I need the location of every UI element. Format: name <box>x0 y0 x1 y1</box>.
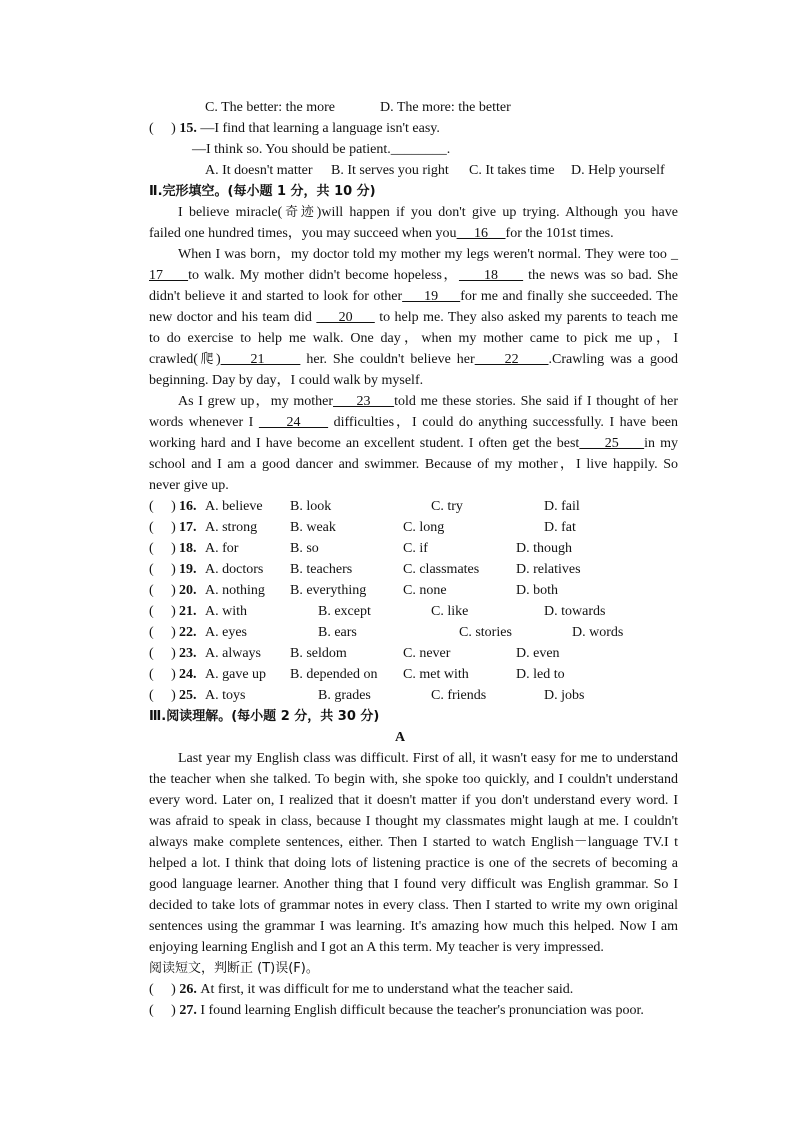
option-d: D. Help yourself <box>571 163 665 178</box>
question-number: 24. <box>179 667 197 682</box>
answer-paren: ( ) <box>149 520 176 535</box>
cloze-line <box>178 391 678 412</box>
option-b: B. so <box>290 541 319 556</box>
answer-paren: ( ) <box>149 499 176 514</box>
option-c: C. like <box>431 604 469 619</box>
cloze-text: I believe miracle( <box>178 205 283 220</box>
cloze-text: told me these stories. She said if I thought of her <box>394 394 678 409</box>
cloze-line <box>149 265 678 286</box>
option-c: C. friends <box>431 688 487 703</box>
option-a: A. always <box>205 646 261 661</box>
cloze-blank: 25 <box>579 436 645 451</box>
cloze-text: crawled( <box>149 352 198 367</box>
cloze-blank: 21 <box>220 352 301 367</box>
passage-line: decided to take lots of grammar notes in every class. Then I started to write my own original <box>149 898 678 913</box>
passage-line: every word. Later on, I realized that it doesn't matter if you don't understand every word. I <box>149 793 678 808</box>
question-number: 17. <box>179 520 197 535</box>
answer-paren: ( ) <box>149 646 176 661</box>
option-b: B. look <box>290 499 332 514</box>
question-text: I found learning English difficult because the teacher's pronunciation was poor. <box>200 1003 644 1018</box>
passage-line: was afraid to speak in class, because I thought my classmates might laugh at me. I couldn't <box>149 814 678 829</box>
passage-line: the teacher when she talked. To begin with, she spoke too quickly, and I couldn't understand <box>149 772 678 787</box>
cloze-question <box>0 517 800 538</box>
answer-paren: ( ) <box>149 667 176 682</box>
passage-line: sentences using the grammar I was learning. It's amazing how much this helped. Now I am <box>149 919 678 934</box>
question-number: 21. <box>179 604 197 619</box>
cloze-line <box>149 433 678 454</box>
option-c: C. none <box>403 583 447 598</box>
option-c: C. met with <box>403 667 469 682</box>
cloze-text: )will happen if you don't give up trying. Although you have <box>316 205 678 220</box>
option-a: A. with <box>205 604 247 619</box>
question-number: 25. <box>179 688 197 703</box>
answer-paren: ( ) <box>149 583 176 598</box>
cloze-question <box>0 538 800 559</box>
cloze-blank: 22 <box>474 352 549 367</box>
tf-question <box>149 1000 644 1021</box>
option-d: D. led to <box>516 667 565 682</box>
option-d: D. though <box>516 541 572 556</box>
cloze-question <box>0 496 800 517</box>
section-3-heading: Ⅲ.阅读理解。(每小题 2 分，共 30 分) <box>149 709 380 724</box>
chinese-gloss: 奇迹 <box>282 205 317 220</box>
reply-text: —I think so. You should be patient. <box>192 142 391 157</box>
passage-a-title: A <box>394 730 406 745</box>
passage-line: Last year my English class was difficult. First of all, it wasn't easy for me to understand <box>178 751 678 766</box>
cloze-question <box>0 685 800 706</box>
answer-paren: ( ) <box>149 541 176 556</box>
cloze-line <box>149 307 678 328</box>
tf-question <box>149 979 573 1000</box>
cloze-blank: 23 <box>333 394 395 409</box>
cloze-line <box>149 286 678 307</box>
option-d: D. even <box>516 646 560 661</box>
option-d: D. towards <box>544 604 606 619</box>
option-b: B. teachers <box>290 562 353 577</box>
answer-blank: ________ <box>390 142 447 157</box>
option-a: A. nothing <box>205 583 265 598</box>
option-b: B. depended on <box>290 667 378 682</box>
option-c: C. stories <box>459 625 512 640</box>
option-d: D. words <box>572 625 624 640</box>
cloze-line <box>149 475 229 496</box>
cloze-text: words whenever I <box>149 415 259 430</box>
option-a: A. doctors <box>205 562 264 577</box>
passage-line: good language learner. Another thing that I found very difficult was English grammar. So I <box>149 877 678 892</box>
option-d: D. relatives <box>516 562 581 577</box>
option-a: A. believe <box>205 499 263 514</box>
cloze-question <box>0 664 800 685</box>
question-number: 22. <box>179 625 197 640</box>
option-c: C. It takes time <box>469 163 555 178</box>
option-b: B. seldom <box>290 646 347 661</box>
cloze-line <box>178 202 678 223</box>
cloze-blank: 17 <box>149 268 189 283</box>
tf-instruction: 阅读短文，判断正 (T)误(F)。 <box>149 961 319 976</box>
question-15 <box>149 118 440 139</box>
cloze-text: for me and finally she succeeded. The <box>460 289 678 304</box>
q14-option-c: C. The better: the more <box>205 100 335 115</box>
cloze-text: new doctor and his team did <box>149 310 317 325</box>
passage-line: always make complete sentences, either. Then I started to watch English－language TV.I t <box>149 835 678 850</box>
cloze-text: failed one hundred times，you may succeed when you <box>149 226 457 241</box>
answer-paren: ( ) <box>149 604 176 619</box>
question-15-reply <box>192 139 450 160</box>
cloze-text: to do exercise to help me walk. One day，when my mother came to pick me up，I <box>149 331 678 346</box>
cloze-question <box>0 559 800 580</box>
option-b: B. weak <box>290 520 336 535</box>
option-b: B. grades <box>318 688 371 703</box>
option-a: A. gave up <box>205 667 267 682</box>
cloze-text: to walk. My mother didn't become hopeless， <box>188 268 459 283</box>
cloze-line <box>178 244 678 265</box>
reply-end: . <box>446 142 451 157</box>
question-number: 18. <box>179 541 197 556</box>
cloze-line <box>149 412 678 433</box>
question-number: 26. <box>179 982 201 997</box>
answer-paren: ( ) <box>149 1003 180 1018</box>
cloze-blank: 16 <box>456 226 506 241</box>
option-a: A. eyes <box>205 625 247 640</box>
option-b: B. except <box>318 604 371 619</box>
cloze-text: school and I am a good dancer and swimmer. Because of my mother，I live happily. So <box>149 457 678 472</box>
answer-paren: ( ) <box>149 562 176 577</box>
cloze-text: didn't believe it and started to look for other <box>149 289 403 304</box>
option-c: C. try <box>431 499 463 514</box>
option-c: C. long <box>403 520 445 535</box>
question-number: 16. <box>179 499 197 514</box>
option-a: A. for <box>205 541 239 556</box>
answer-paren: ( ) <box>149 625 176 640</box>
question-number: 19. <box>179 562 197 577</box>
option-d: D. fat <box>544 520 576 535</box>
cloze-question <box>0 580 800 601</box>
cloze-text: When I was born，my doctor told my mother my legs weren't normal. They were too _ <box>178 247 678 262</box>
cloze-text: .Crawling was a good <box>548 352 679 367</box>
cloze-text: her. She couldn't believe her <box>300 352 475 367</box>
option-a: A. It doesn't matter <box>205 163 313 178</box>
cloze-text: difficulties，I could do anything successfully. I have been <box>328 415 679 430</box>
cloze-question <box>0 601 800 622</box>
cloze-text: the news was so bad. She <box>523 268 679 283</box>
cloze-text: ) <box>215 352 221 367</box>
question-number: 15. <box>179 121 197 136</box>
cloze-blank: 24 <box>258 415 329 430</box>
option-c: C. if <box>403 541 428 556</box>
cloze-text: to help me. They also asked my parents to teach me <box>374 310 678 325</box>
option-b: B. everything <box>290 583 367 598</box>
option-c: C. never <box>403 646 451 661</box>
cloze-text: never give up. <box>149 478 229 493</box>
passage-line: helped a lot. I think that doing lots of listening practice is one of the secrets of becoming a <box>149 856 678 871</box>
cloze-text: working hard and I have become an excellent student. I often get the best <box>149 436 580 451</box>
cloze-text: for the 101st times. <box>505 226 614 241</box>
question-15-options <box>0 160 800 181</box>
cloze-line <box>149 328 678 349</box>
passage-line: enjoying learning English and I got an A this term. My teacher is very impressed. <box>149 940 604 955</box>
answer-paren: ( ) <box>149 982 180 997</box>
cloze-blank: 18 <box>458 268 524 283</box>
option-a: A. strong <box>205 520 258 535</box>
question-text: At first, it was difficult for me to understand what the teacher said. <box>200 982 574 997</box>
cloze-text: As I grew up，my mother <box>178 394 334 409</box>
option-d: D. jobs <box>544 688 585 703</box>
question-text: —I find that learning a language isn't easy. <box>200 121 440 136</box>
cloze-text: in my <box>644 436 679 451</box>
cloze-line <box>149 223 614 244</box>
q14-option-d: D. The more: the better <box>380 100 511 115</box>
question-number: 27. <box>179 1003 201 1018</box>
answer-paren: ( ) <box>149 121 176 136</box>
question-number: 23. <box>179 646 197 661</box>
answer-paren: ( ) <box>149 688 176 703</box>
question-number: 20. <box>179 583 197 598</box>
section-2-heading: Ⅱ.完形填空。(每小题 1 分，共 10 分) <box>149 184 376 199</box>
option-c: C. classmates <box>403 562 480 577</box>
option-d: D. both <box>516 583 558 598</box>
option-a: A. toys <box>205 688 246 703</box>
cloze-text: beginning. Day by day，I could walk by myself. <box>149 373 424 388</box>
option-d: D. fail <box>544 499 580 514</box>
option-b: B. ears <box>318 625 357 640</box>
cloze-question <box>0 643 800 664</box>
cloze-line <box>149 370 423 391</box>
cloze-blank: 19 <box>402 289 461 304</box>
cloze-line <box>149 349 678 370</box>
chinese-gloss: 爬 <box>197 352 216 367</box>
option-b: B. It serves you right <box>331 163 449 178</box>
cloze-line <box>149 454 678 475</box>
cloze-blank: 20 <box>316 310 375 325</box>
cloze-question <box>0 622 800 643</box>
